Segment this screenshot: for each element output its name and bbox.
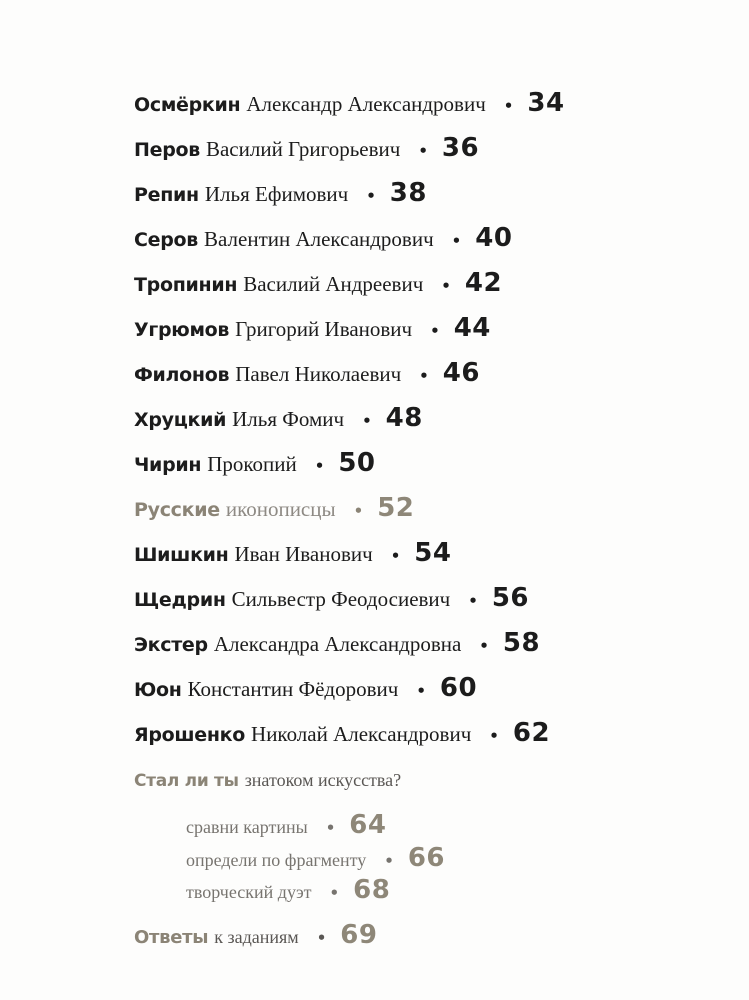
bullet-separator: • — [390, 547, 401, 565]
entry-surname: Перов — [134, 139, 200, 161]
entry-surname: Угрюмов — [134, 319, 230, 341]
entry-given-name: Прокопий — [207, 452, 297, 476]
bullet-separator: • — [362, 412, 372, 430]
entry-surname: Хруцкий — [134, 409, 227, 431]
bullet-separator: • — [418, 142, 428, 160]
toc-entry — [134, 88, 565, 118]
toc-entry — [134, 178, 427, 208]
entry-page-number: 40 — [475, 223, 513, 253]
entry-given-name: Василий Григорьевич — [205, 137, 401, 161]
quiz-item-page-number: 68 — [353, 875, 391, 905]
quiz-item — [186, 875, 390, 905]
toc-entry — [134, 448, 376, 478]
toc-entry — [134, 583, 529, 613]
quiz-heading-bold: Стал ли ты — [134, 771, 239, 791]
entry-page-number: 44 — [453, 313, 491, 343]
entry-page-number: 42 — [464, 268, 503, 298]
bullet-separator: • — [325, 819, 336, 837]
entry-given-name: Григорий Иванович — [235, 317, 413, 341]
entry-given-name: Валентин Александрович — [204, 227, 434, 251]
quiz-item-label: сравни картины — [186, 817, 308, 837]
entry-page-number: 50 — [338, 448, 376, 478]
entry-given-name: Илья Фомич — [232, 407, 345, 431]
entry-surname: Экстер — [134, 634, 208, 656]
entry-surname: Щедрин — [134, 589, 226, 611]
entry-page-number: 58 — [502, 628, 541, 658]
bullet-separator: • — [441, 277, 451, 295]
entry-given-name: Павел Николаевич — [235, 362, 402, 386]
entry-page-number: 60 — [439, 673, 478, 703]
entry-surname: Репин — [134, 184, 199, 206]
entry-given-name: Василий Андреевич — [243, 272, 424, 296]
bullet-separator: • — [419, 367, 429, 385]
bullet-separator: • — [468, 592, 478, 610]
entry-page-number: 48 — [385, 403, 423, 433]
toc-entry — [134, 223, 512, 253]
entry-given-name: Александра Александровна — [213, 632, 462, 656]
entry-page-number: 46 — [442, 358, 480, 388]
answers-page-number: 69 — [340, 920, 378, 950]
entry-given-name: Илья Ефимович — [204, 182, 349, 206]
entry-page-number: 34 — [527, 88, 565, 118]
bullet-separator: • — [479, 637, 489, 655]
entry-surname: Юон — [134, 679, 182, 701]
toc-entry — [134, 133, 479, 163]
entry-surname: Осмёркин — [134, 94, 241, 116]
bullet-separator: • — [430, 322, 440, 340]
entry-surname: Шишкин — [134, 544, 229, 566]
toc-entry — [134, 268, 502, 298]
bullet-separator: • — [314, 457, 325, 475]
quiz-section-heading — [134, 770, 401, 791]
bullet-separator: • — [329, 884, 340, 902]
toc-entry — [134, 718, 550, 748]
toc-entry — [134, 673, 477, 703]
entry-surname: Филонов — [134, 364, 230, 386]
quiz-item-page-number: 64 — [349, 810, 387, 840]
quiz-item — [186, 810, 386, 840]
bullet-separator: • — [353, 502, 364, 520]
bullet-separator: • — [489, 727, 499, 745]
quiz-item-label: творческий дуэт — [186, 882, 312, 902]
toc-entry — [134, 358, 480, 388]
quiz-heading-rest: знатоком искусства? — [244, 770, 402, 790]
quiz-item-label: определи по фрагменту — [186, 850, 367, 870]
entry-page-number: 56 — [491, 583, 530, 613]
entry-given-name: иконописцы — [225, 497, 336, 521]
entry-page-number: 54 — [414, 538, 452, 568]
bullet-separator: • — [384, 852, 394, 870]
entry-page-number: 38 — [389, 178, 427, 208]
bullet-separator: • — [316, 929, 327, 947]
bullet-separator: • — [416, 682, 426, 700]
entry-surname: Чирин — [134, 454, 202, 476]
quiz-item-page-number: 66 — [407, 843, 446, 873]
entry-given-name: Сильвестр Феодосиевич — [231, 587, 451, 611]
toc-entry — [134, 403, 423, 433]
entry-page-number: 62 — [512, 718, 551, 748]
entry-surname: Ярошенко — [134, 724, 246, 746]
toc-entry — [134, 628, 540, 658]
entry-surname: Русские — [134, 499, 220, 521]
entry-given-name: Николай Александрович — [251, 722, 472, 746]
quiz-item — [186, 843, 445, 873]
entry-surname: Серов — [134, 229, 199, 251]
answers-bold: Ответы — [134, 927, 209, 948]
answers-entry — [134, 920, 377, 950]
toc-entry — [134, 538, 451, 568]
entry-page-number: 36 — [441, 133, 480, 163]
bullet-separator: • — [366, 187, 376, 205]
entry-given-name: Александр Александрович — [246, 92, 486, 116]
entry-given-name: Константин Фёдорович — [187, 677, 399, 701]
toc-entry — [134, 313, 491, 343]
entry-page-number: 52 — [377, 493, 415, 523]
toc-entry-icon-painters — [134, 493, 414, 523]
bullet-separator: • — [503, 97, 514, 115]
entry-surname: Тропинин — [134, 274, 238, 296]
answers-rest: к заданиям — [214, 927, 299, 947]
bullet-separator: • — [451, 232, 462, 250]
entry-given-name: Иван Иванович — [234, 542, 373, 566]
